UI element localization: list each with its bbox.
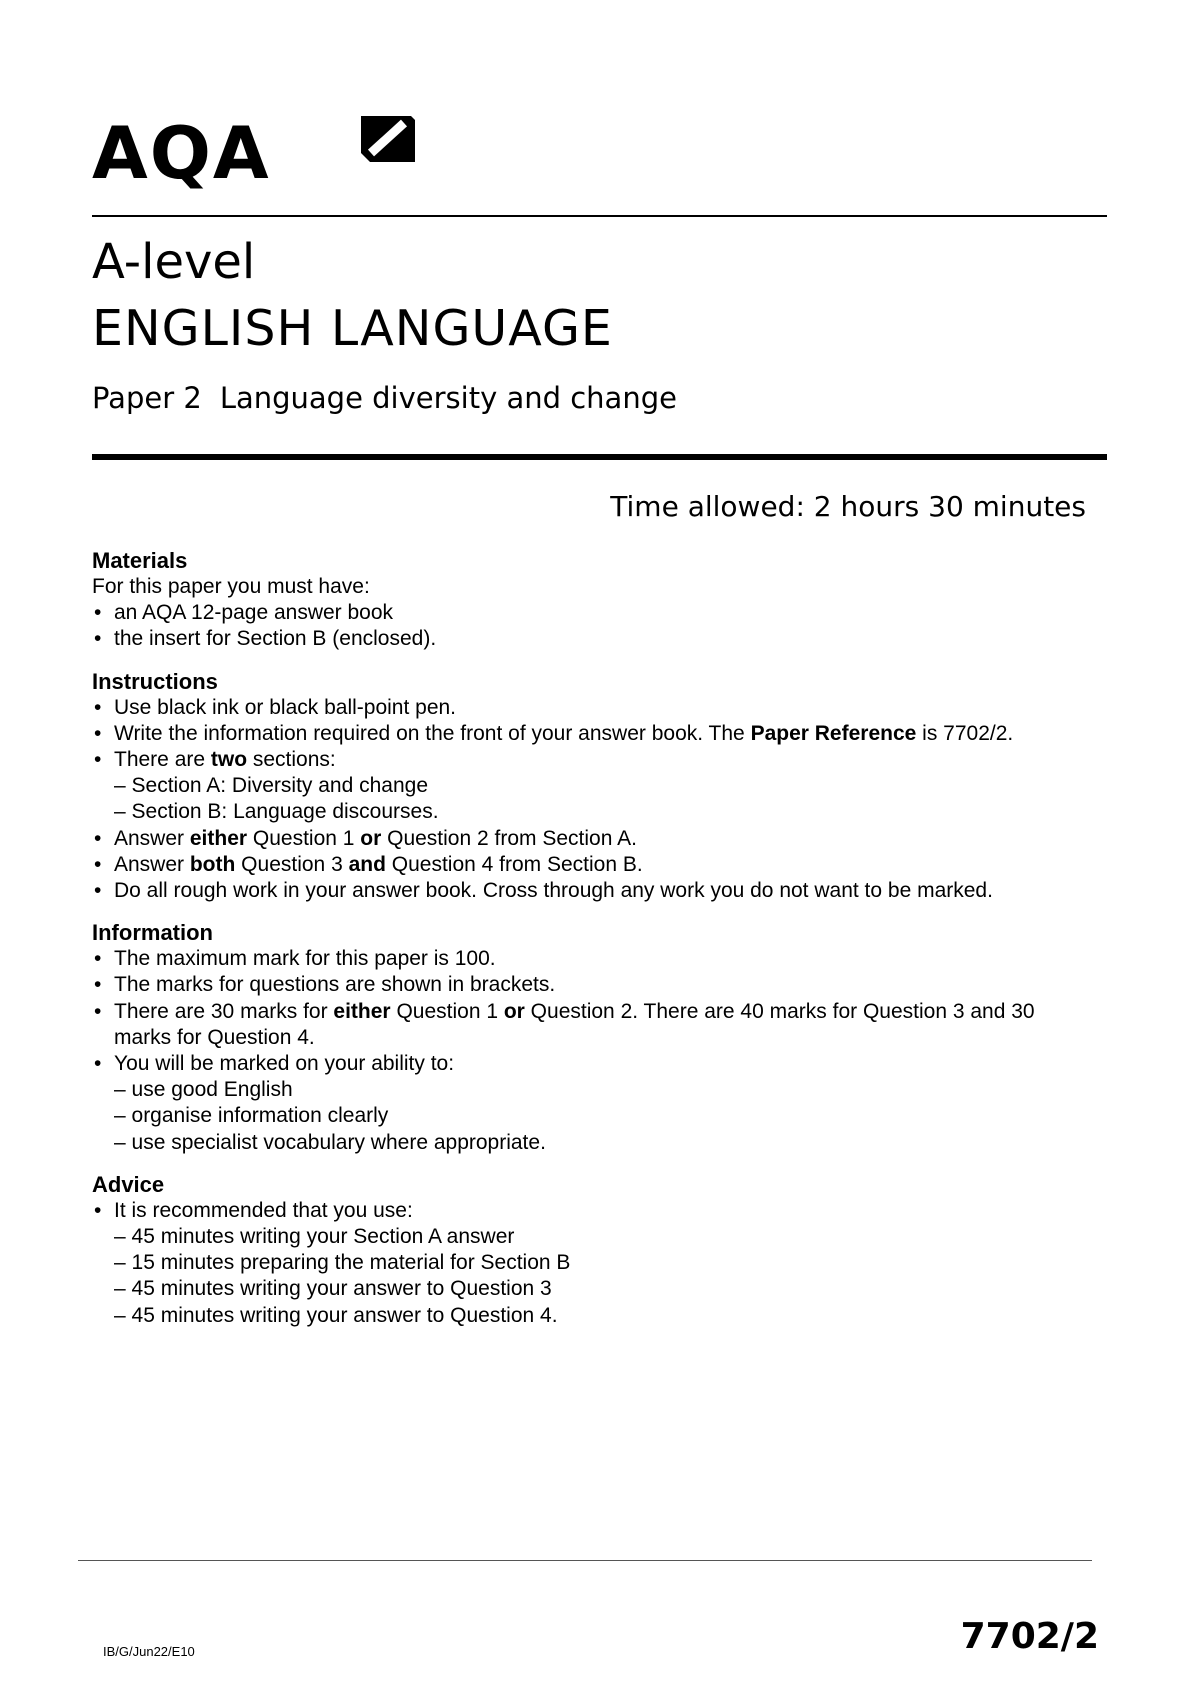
instructions-section	[92, 669, 1092, 905]
advice-heading: Advice	[92, 1171, 165, 1197]
instruction-bold: both	[189, 852, 236, 876]
instruction-bold: or	[360, 826, 382, 850]
instruction-text: Question 2 from Section A.	[381, 826, 637, 850]
instruction-text: Question 3	[235, 852, 349, 876]
advice-subitem: – 45 minutes writing your answer to Question 3	[114, 1277, 552, 1301]
exam-instructions	[92, 548, 1092, 1345]
paper-title	[92, 378, 677, 418]
instruction-text: There are	[114, 748, 211, 772]
instruction-text: Answer	[114, 852, 190, 876]
instruction-bold: either	[189, 826, 248, 850]
instruction-item	[92, 852, 1092, 878]
advice-section	[92, 1172, 1092, 1329]
instruction-item	[92, 721, 1092, 747]
information-text: Question 2. There are 40 marks for Question 3 and 30 marks for Question 4.	[114, 999, 1035, 1049]
materials-heading: Materials	[92, 548, 188, 573]
instruction-item: • Use black ink or black ball-point pen.	[92, 695, 1092, 721]
paper-name: Language diversity and change	[219, 381, 677, 415]
advice-subitem: – 45 minutes writing your Section A answer	[114, 1225, 515, 1249]
header-rule-thick	[92, 454, 1107, 460]
information-item	[92, 999, 1044, 1051]
instructions-heading: Instructions	[92, 668, 218, 694]
instruction-subitem: – Section A: Diversity and change	[114, 774, 429, 798]
information-bold: or	[503, 999, 525, 1023]
information-heading: Information	[92, 920, 213, 946]
information-section	[92, 920, 1092, 1156]
advice-subitem: – 15 minutes preparing the material for Section B	[114, 1251, 571, 1275]
information-subitem: – use good English	[114, 1078, 293, 1102]
instruction-text: Question 1	[247, 826, 361, 850]
information-subitem: – organise information clearly	[114, 1104, 389, 1128]
information-item: • The marks for questions are shown in brackets.	[92, 972, 1092, 998]
instruction-item: • Do all rough work in your answer book. Cross through any work you do not want to be marked.	[92, 878, 1092, 904]
instruction-item	[92, 826, 1092, 852]
advice-subitem: – 45 minutes writing your answer to Question 4.	[114, 1303, 558, 1327]
instruction-subitem: – Section B: Language discourses.	[114, 800, 439, 824]
materials-intro: For this paper you must have:	[92, 575, 370, 598]
paper-number: Paper 2	[92, 381, 202, 415]
materials-item: • the insert for Section B (enclosed).	[92, 626, 1092, 652]
advice-item: • It is recommended that you use:	[92, 1198, 1092, 1224]
information-text: Question 1	[390, 999, 504, 1023]
information-text: There are 30 marks for	[114, 999, 334, 1023]
instruction-text: sections:	[247, 748, 336, 772]
instruction-bold: two	[210, 748, 248, 772]
information-bold: either	[333, 999, 391, 1023]
information-item: • You will be marked on your ability to:	[92, 1051, 1092, 1077]
subject-title: ENGLISH LANGUAGE	[92, 300, 613, 357]
materials-item: • an AQA 12-page answer book	[92, 600, 1092, 626]
logo-text: AQA	[92, 111, 271, 195]
materials-section	[92, 548, 1092, 653]
instruction-text: Answer	[114, 826, 190, 850]
instruction-bold: and	[348, 852, 386, 876]
information-subitem: – use specialist vocabulary where appropriate.	[114, 1130, 546, 1154]
document-reference: IB/G/Jun22/E10	[103, 1644, 195, 1659]
header-rule-thin	[92, 215, 1107, 217]
instruction-bold: Paper Reference	[750, 721, 917, 745]
logo-mark-icon	[358, 108, 420, 168]
instruction-text: Question 4 from Section B.	[385, 852, 643, 876]
time-allowed: Time allowed: 2 hours 30 minutes	[610, 490, 1086, 523]
qualification-level: A-level	[92, 234, 256, 290]
instruction-text: Write the information required on the front of your answer book. The	[114, 721, 751, 745]
paper-code: 7702/2	[960, 1616, 1099, 1657]
footer-rule	[78, 1560, 1092, 1561]
information-item: • The maximum mark for this paper is 100.	[92, 946, 1092, 972]
instruction-item	[92, 747, 1092, 773]
instruction-text: is 7702/2.	[916, 721, 1014, 745]
